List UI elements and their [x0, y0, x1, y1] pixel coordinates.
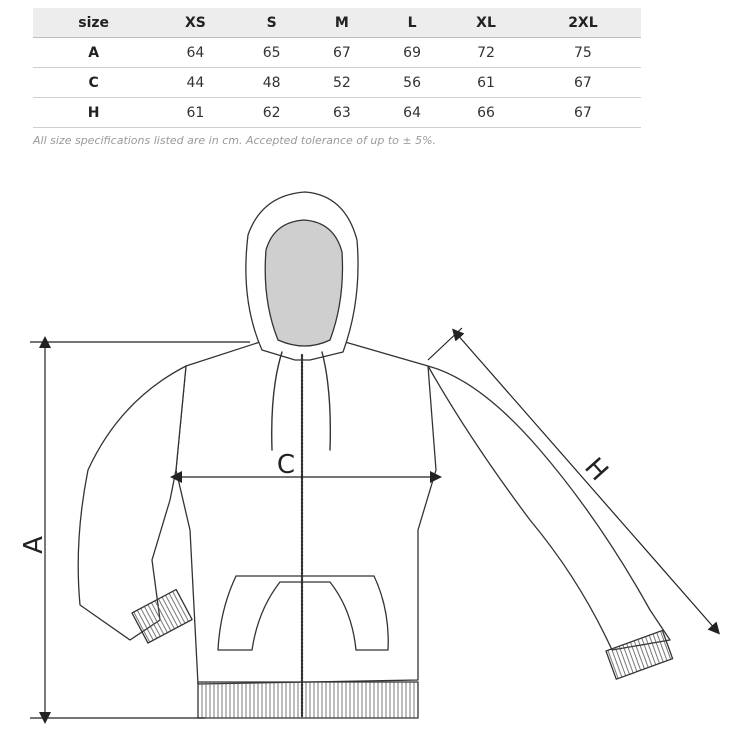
table-cell: 52: [307, 68, 377, 98]
table-cell: 67: [307, 38, 377, 68]
table-cell: 56: [377, 68, 447, 98]
waistband: [198, 682, 418, 718]
row-label: H: [33, 98, 154, 128]
table-header-row: [33, 8, 641, 38]
table-cell: 67: [525, 68, 641, 98]
table-cell: 67: [525, 98, 641, 128]
table-row: [33, 98, 641, 128]
size-table: [33, 8, 641, 128]
header-cell: XL: [447, 8, 525, 38]
header-cell: L: [377, 8, 447, 38]
table-cell: 63: [307, 98, 377, 128]
hoodie-diagram: [0, 160, 732, 743]
right-sleeve: [428, 366, 670, 650]
table-cell: 61: [154, 98, 236, 128]
row-label: C: [33, 68, 154, 98]
table-cell: 62: [237, 98, 307, 128]
header-cell: XS: [154, 8, 236, 38]
size-note: All size specifications listed are in cm. Accepted tolerance of up to ± 5%.: [33, 134, 437, 147]
table-cell: 69: [377, 38, 447, 68]
row-label: A: [33, 38, 154, 68]
header-cell: 2XL: [525, 8, 641, 38]
table-cell: 66: [447, 98, 525, 128]
dimension-h-label: H: [578, 452, 614, 487]
hood-inner: [265, 220, 342, 346]
table-cell: 72: [447, 38, 525, 68]
dimension-c-label: C: [276, 450, 296, 480]
header-cell: S: [237, 8, 307, 38]
table-cell: 64: [154, 38, 236, 68]
table-cell: 65: [237, 38, 307, 68]
hoodie-body: [176, 342, 436, 684]
header-cell: M: [307, 8, 377, 38]
table-cell: 48: [237, 68, 307, 98]
table-row: [33, 68, 641, 98]
table-row: [33, 38, 641, 68]
dimension-a-label: A: [19, 536, 49, 554]
table-cell: 75: [525, 38, 641, 68]
dimension-h-guide: [428, 328, 462, 360]
table-cell: 44: [154, 68, 236, 98]
header-cell: size: [33, 8, 154, 38]
table-cell: 61: [447, 68, 525, 98]
table-cell: 64: [377, 98, 447, 128]
